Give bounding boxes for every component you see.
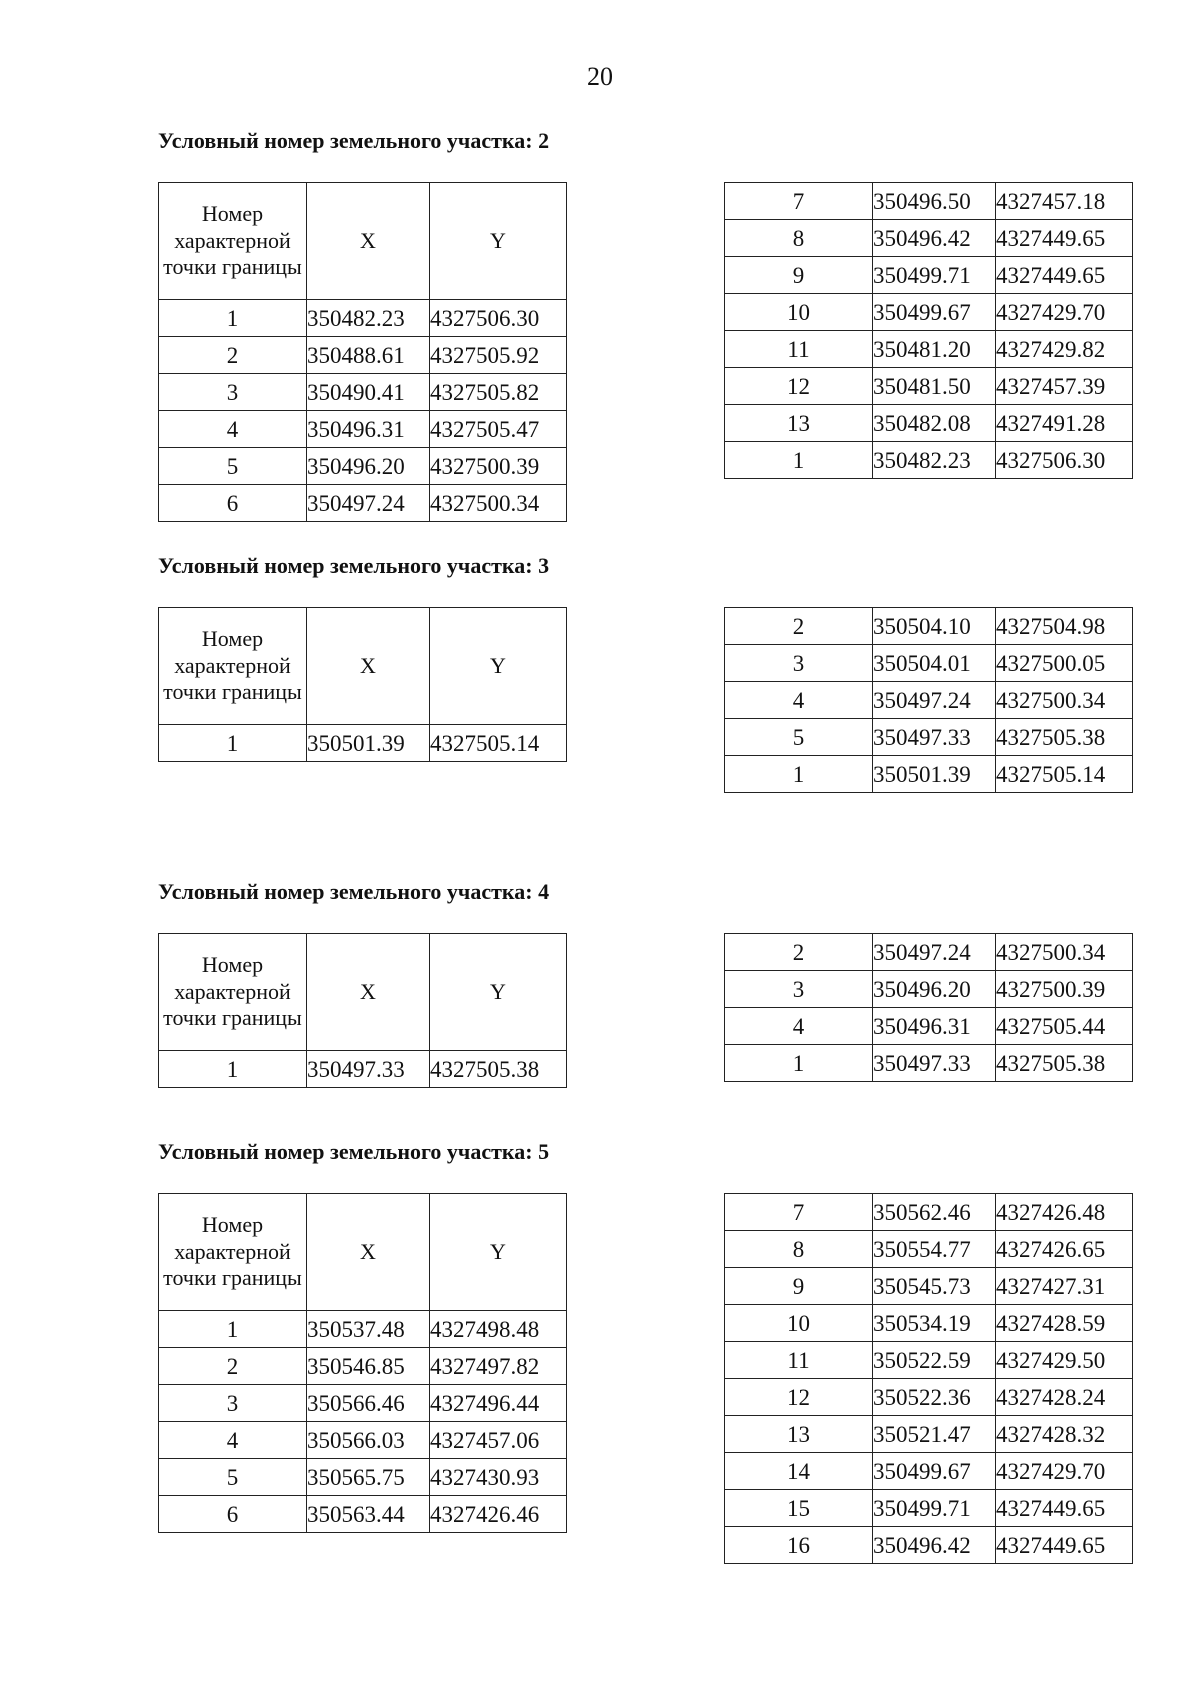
table-header-row <box>159 183 567 300</box>
y-coordinate-cell: 4327457.39 <box>996 368 1133 405</box>
header-y: Y <box>430 934 567 1051</box>
table-row <box>159 1422 567 1459</box>
y-coordinate-cell: 4327429.82 <box>996 331 1133 368</box>
x-coordinate-cell: 350490.41 <box>307 374 430 411</box>
coords-table-plot-4-left <box>158 933 567 1088</box>
table-row <box>725 971 1133 1008</box>
table-row <box>725 1342 1133 1379</box>
table-row <box>725 294 1133 331</box>
point-number-cell: 3 <box>159 1385 307 1422</box>
y-coordinate-cell: 4327426.48 <box>996 1194 1133 1231</box>
point-number-cell: 1 <box>725 1045 873 1082</box>
table-row <box>725 183 1133 220</box>
coords-table-plot-2-left <box>158 182 567 522</box>
y-coordinate-cell: 4327505.38 <box>996 1045 1133 1082</box>
x-coordinate-cell: 350562.46 <box>873 1194 996 1231</box>
x-coordinate-cell: 350522.59 <box>873 1342 996 1379</box>
y-coordinate-cell: 4327496.44 <box>430 1385 567 1422</box>
header-y: Y <box>430 608 567 725</box>
y-coordinate-cell: 4327506.30 <box>996 442 1133 479</box>
table-row <box>725 1490 1133 1527</box>
x-coordinate-cell: 350496.20 <box>873 971 996 1008</box>
table-row <box>725 331 1133 368</box>
x-coordinate-cell: 350482.23 <box>873 442 996 479</box>
table-row <box>725 1527 1133 1564</box>
point-number-cell: 2 <box>159 1348 307 1385</box>
x-coordinate-cell: 350504.10 <box>873 608 996 645</box>
table-row <box>725 1008 1133 1045</box>
x-coordinate-cell: 350482.08 <box>873 405 996 442</box>
point-number-cell: 1 <box>725 442 873 479</box>
x-coordinate-cell: 350496.31 <box>307 411 430 448</box>
table-row <box>159 485 567 522</box>
y-coordinate-cell: 4327497.82 <box>430 1348 567 1385</box>
point-number-cell: 10 <box>725 1305 873 1342</box>
x-coordinate-cell: 350488.61 <box>307 337 430 374</box>
point-number-cell: 1 <box>159 1051 307 1088</box>
y-coordinate-cell: 4327500.34 <box>430 485 567 522</box>
coords-table-plot-3-left <box>158 607 567 762</box>
x-coordinate-cell: 350545.73 <box>873 1268 996 1305</box>
x-coordinate-cell: 350497.33 <box>873 719 996 756</box>
header-y: Y <box>430 1194 567 1311</box>
point-number-cell: 7 <box>725 183 873 220</box>
x-coordinate-cell: 350496.31 <box>873 1008 996 1045</box>
y-coordinate-cell: 4327498.48 <box>430 1311 567 1348</box>
page-number: 20 <box>587 62 613 91</box>
table-row <box>725 934 1133 971</box>
y-coordinate-cell: 4327426.46 <box>430 1496 567 1533</box>
y-coordinate-cell: 4327429.70 <box>996 1453 1133 1490</box>
header-point: Номер характерной точки границы <box>159 1194 307 1311</box>
y-coordinate-cell: 4327491.28 <box>996 405 1133 442</box>
section-heading-plot-3: Условный номер земельного участка: 3 <box>158 553 550 578</box>
x-coordinate-cell: 350501.39 <box>873 756 996 793</box>
section-heading-plot-5: Условный номер земельного участка: 5 <box>158 1139 550 1164</box>
x-coordinate-cell: 350496.20 <box>307 448 430 485</box>
point-number-cell: 1 <box>159 300 307 337</box>
x-coordinate-cell: 350501.39 <box>307 725 430 762</box>
x-coordinate-cell: 350554.77 <box>873 1231 996 1268</box>
x-coordinate-cell: 350522.36 <box>873 1379 996 1416</box>
section-heading-plot-2: Условный номер земельного участка: 2 <box>158 128 550 153</box>
x-coordinate-cell: 350499.67 <box>873 294 996 331</box>
point-number-cell: 10 <box>725 294 873 331</box>
y-coordinate-cell: 4327500.39 <box>996 971 1133 1008</box>
x-coordinate-cell: 350521.47 <box>873 1416 996 1453</box>
table-row <box>159 300 567 337</box>
table-header-row <box>159 608 567 725</box>
y-coordinate-cell: 4327428.32 <box>996 1416 1133 1453</box>
point-number-cell: 1 <box>725 756 873 793</box>
header-point: Номер характерной точки границы <box>159 608 307 725</box>
y-coordinate-cell: 4327506.30 <box>430 300 567 337</box>
x-coordinate-cell: 350499.71 <box>873 1490 996 1527</box>
table-row <box>725 1305 1133 1342</box>
point-number-cell: 4 <box>725 682 873 719</box>
point-number-cell: 12 <box>725 368 873 405</box>
table-row <box>159 448 567 485</box>
table-row <box>725 220 1133 257</box>
x-coordinate-cell: 350546.85 <box>307 1348 430 1385</box>
x-coordinate-cell: 350504.01 <box>873 645 996 682</box>
table-row <box>725 645 1133 682</box>
y-coordinate-cell: 4327429.70 <box>996 294 1133 331</box>
table-row <box>159 1348 567 1385</box>
point-number-cell: 4 <box>159 1422 307 1459</box>
point-number-cell: 9 <box>725 1268 873 1305</box>
table-row <box>725 1379 1133 1416</box>
x-coordinate-cell: 350481.50 <box>873 368 996 405</box>
table-row <box>159 725 567 762</box>
x-coordinate-cell: 350499.67 <box>873 1453 996 1490</box>
table-row <box>725 1045 1133 1082</box>
header-point: Номер характерной точки границы <box>159 934 307 1051</box>
table-row <box>725 682 1133 719</box>
coords-table-plot-5-right <box>724 1193 1133 1564</box>
point-number-cell: 8 <box>725 220 873 257</box>
table-row <box>159 1496 567 1533</box>
y-coordinate-cell: 4327504.98 <box>996 608 1133 645</box>
section-heading-plot-4: Условный номер земельного участка: 4 <box>158 879 550 904</box>
table-row <box>159 411 567 448</box>
table-row <box>159 337 567 374</box>
table-row <box>159 1385 567 1422</box>
y-coordinate-cell: 4327429.50 <box>996 1342 1133 1379</box>
x-coordinate-cell: 350496.50 <box>873 183 996 220</box>
y-coordinate-cell: 4327428.59 <box>996 1305 1133 1342</box>
header-x: X <box>307 934 430 1051</box>
point-number-cell: 11 <box>725 331 873 368</box>
y-coordinate-cell: 4327430.93 <box>430 1459 567 1496</box>
table-row <box>159 1051 567 1088</box>
y-coordinate-cell: 4327500.39 <box>430 448 567 485</box>
point-number-cell: 2 <box>159 337 307 374</box>
table-row <box>725 1268 1133 1305</box>
header-x: X <box>307 183 430 300</box>
x-coordinate-cell: 350534.19 <box>873 1305 996 1342</box>
y-coordinate-cell: 4327505.82 <box>430 374 567 411</box>
table-row <box>725 1194 1133 1231</box>
point-number-cell: 2 <box>725 934 873 971</box>
x-coordinate-cell: 350566.46 <box>307 1385 430 1422</box>
point-number-cell: 13 <box>725 405 873 442</box>
y-coordinate-cell: 4327449.65 <box>996 220 1133 257</box>
y-coordinate-cell: 4327505.47 <box>430 411 567 448</box>
point-number-cell: 16 <box>725 1527 873 1564</box>
table-header-row <box>159 934 567 1051</box>
point-number-cell: 4 <box>159 411 307 448</box>
y-coordinate-cell: 4327505.38 <box>430 1051 567 1088</box>
x-coordinate-cell: 350563.44 <box>307 1496 430 1533</box>
point-number-cell: 5 <box>725 719 873 756</box>
point-number-cell: 11 <box>725 1342 873 1379</box>
x-coordinate-cell: 350566.03 <box>307 1422 430 1459</box>
header-point: Номер характерной точки границы <box>159 183 307 300</box>
point-number-cell: 6 <box>159 1496 307 1533</box>
table-row <box>159 374 567 411</box>
y-coordinate-cell: 4327449.65 <box>996 1527 1133 1564</box>
y-coordinate-cell: 4327457.06 <box>430 1422 567 1459</box>
x-coordinate-cell: 350481.20 <box>873 331 996 368</box>
y-coordinate-cell: 4327500.05 <box>996 645 1133 682</box>
point-number-cell: 1 <box>159 725 307 762</box>
x-coordinate-cell: 350497.33 <box>873 1045 996 1082</box>
point-number-cell: 3 <box>725 971 873 1008</box>
point-number-cell: 4 <box>725 1008 873 1045</box>
point-number-cell: 7 <box>725 1194 873 1231</box>
table-row <box>725 368 1133 405</box>
point-number-cell: 8 <box>725 1231 873 1268</box>
x-coordinate-cell: 350499.71 <box>873 257 996 294</box>
x-coordinate-cell: 350497.24 <box>873 934 996 971</box>
table-row <box>725 719 1133 756</box>
x-coordinate-cell: 350565.75 <box>307 1459 430 1496</box>
x-coordinate-cell: 350537.48 <box>307 1311 430 1348</box>
table-row <box>159 1311 567 1348</box>
y-coordinate-cell: 4327426.65 <box>996 1231 1133 1268</box>
x-coordinate-cell: 350496.42 <box>873 1527 996 1564</box>
table-row <box>725 608 1133 645</box>
coords-table-plot-5-left <box>158 1193 567 1533</box>
point-number-cell: 15 <box>725 1490 873 1527</box>
point-number-cell: 6 <box>159 485 307 522</box>
y-coordinate-cell: 4327505.92 <box>430 337 567 374</box>
table-row <box>725 756 1133 793</box>
coords-table-plot-3-right <box>724 607 1133 793</box>
point-number-cell: 9 <box>725 257 873 294</box>
table-row <box>725 1231 1133 1268</box>
point-number-cell: 5 <box>159 448 307 485</box>
point-number-cell: 3 <box>725 645 873 682</box>
point-number-cell: 3 <box>159 374 307 411</box>
y-coordinate-cell: 4327449.65 <box>996 1490 1133 1527</box>
header-x: X <box>307 608 430 725</box>
y-coordinate-cell: 4327449.65 <box>996 257 1133 294</box>
x-coordinate-cell: 350497.33 <box>307 1051 430 1088</box>
coords-table-plot-2-right <box>724 182 1133 479</box>
table-row <box>725 405 1133 442</box>
y-coordinate-cell: 4327500.34 <box>996 682 1133 719</box>
y-coordinate-cell: 4327505.14 <box>996 756 1133 793</box>
point-number-cell: 1 <box>159 1311 307 1348</box>
table-row <box>725 1453 1133 1490</box>
y-coordinate-cell: 4327505.14 <box>430 725 567 762</box>
point-number-cell: 14 <box>725 1453 873 1490</box>
y-coordinate-cell: 4327428.24 <box>996 1379 1133 1416</box>
header-y: Y <box>430 183 567 300</box>
y-coordinate-cell: 4327500.34 <box>996 934 1133 971</box>
y-coordinate-cell: 4327505.38 <box>996 719 1133 756</box>
point-number-cell: 5 <box>159 1459 307 1496</box>
x-coordinate-cell: 350496.42 <box>873 220 996 257</box>
x-coordinate-cell: 350497.24 <box>873 682 996 719</box>
coords-table-plot-4-right <box>724 933 1133 1082</box>
x-coordinate-cell: 350482.23 <box>307 300 430 337</box>
table-row <box>725 442 1133 479</box>
header-x: X <box>307 1194 430 1311</box>
y-coordinate-cell: 4327457.18 <box>996 183 1133 220</box>
y-coordinate-cell: 4327505.44 <box>996 1008 1133 1045</box>
point-number-cell: 13 <box>725 1416 873 1453</box>
point-number-cell: 12 <box>725 1379 873 1416</box>
y-coordinate-cell: 4327427.31 <box>996 1268 1133 1305</box>
table-row <box>725 1416 1133 1453</box>
x-coordinate-cell: 350497.24 <box>307 485 430 522</box>
table-row <box>725 257 1133 294</box>
table-row <box>159 1459 567 1496</box>
point-number-cell: 2 <box>725 608 873 645</box>
table-header-row <box>159 1194 567 1311</box>
